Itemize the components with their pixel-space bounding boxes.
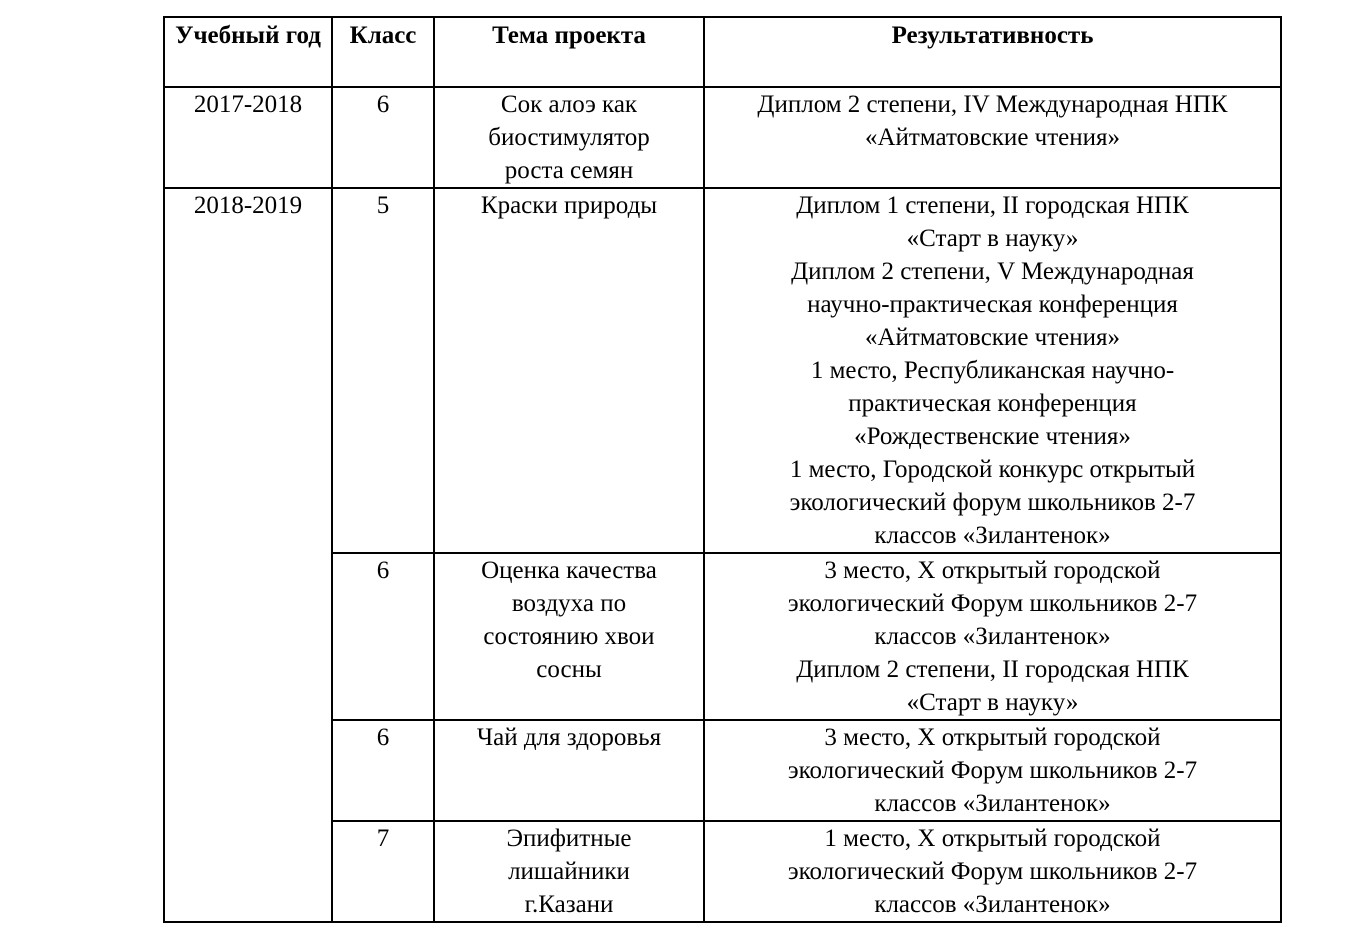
year-cell: 2017-2018: [164, 87, 332, 188]
class-cell: 5: [332, 188, 434, 553]
class-cell: 7: [332, 821, 434, 922]
results-table: [163, 16, 1282, 923]
year-cell: 2018-2019: [164, 188, 332, 922]
table-header-row: [164, 17, 1281, 87]
table-row: [164, 87, 1281, 188]
table-row: [164, 720, 1281, 821]
class-cell: 6: [332, 720, 434, 821]
topic-cell: Краски природы: [434, 188, 704, 553]
table-row: [164, 188, 1281, 553]
result-cell: 1 место, X открытый городской экологический Форум школьников 2-7 классов «Зилантенок»: [704, 821, 1281, 922]
header-class: Класс: [332, 17, 434, 87]
topic-cell: Эпифитные лишайники г.Казани: [434, 821, 704, 922]
topic-cell: Чай для здоровья: [434, 720, 704, 821]
result-cell: 3 место, X открытый городской экологический Форум школьников 2-7 классов «Зилантенок»: [704, 720, 1281, 821]
header-topic: Тема проекта: [434, 17, 704, 87]
result-cell: 3 место, X открытый городской экологический Форум школьников 2-7 классов «Зилантенок» Диплом 2 степени, II городская НПК «Старт в науку»: [704, 553, 1281, 720]
class-cell: 6: [332, 87, 434, 188]
header-year: Учебный год: [164, 17, 332, 87]
table-row: [164, 553, 1281, 720]
result-cell: Диплом 2 степени, IV Международная НПК «Айтматовские чтения»: [704, 87, 1281, 188]
topic-cell: Сок алоэ как биостимулятор роста семян: [434, 87, 704, 188]
class-cell: 6: [332, 553, 434, 720]
topic-cell: Оценка качества воздуха по состоянию хвои сосны: [434, 553, 704, 720]
result-cell: Диплом 1 степени, II городская НПК «Старт в науку» Диплом 2 степени, V Международная научно-практическая конференция «Айтматовские чтения» 1 место, Республиканская научно- практическая конференция «Рождественские чтения» 1 место, Городской конкурс открытый экологический форум школьников 2-7 классов «Зилантенок»: [704, 188, 1281, 553]
header-result: Результативность: [704, 17, 1281, 87]
table-row: [164, 821, 1281, 922]
